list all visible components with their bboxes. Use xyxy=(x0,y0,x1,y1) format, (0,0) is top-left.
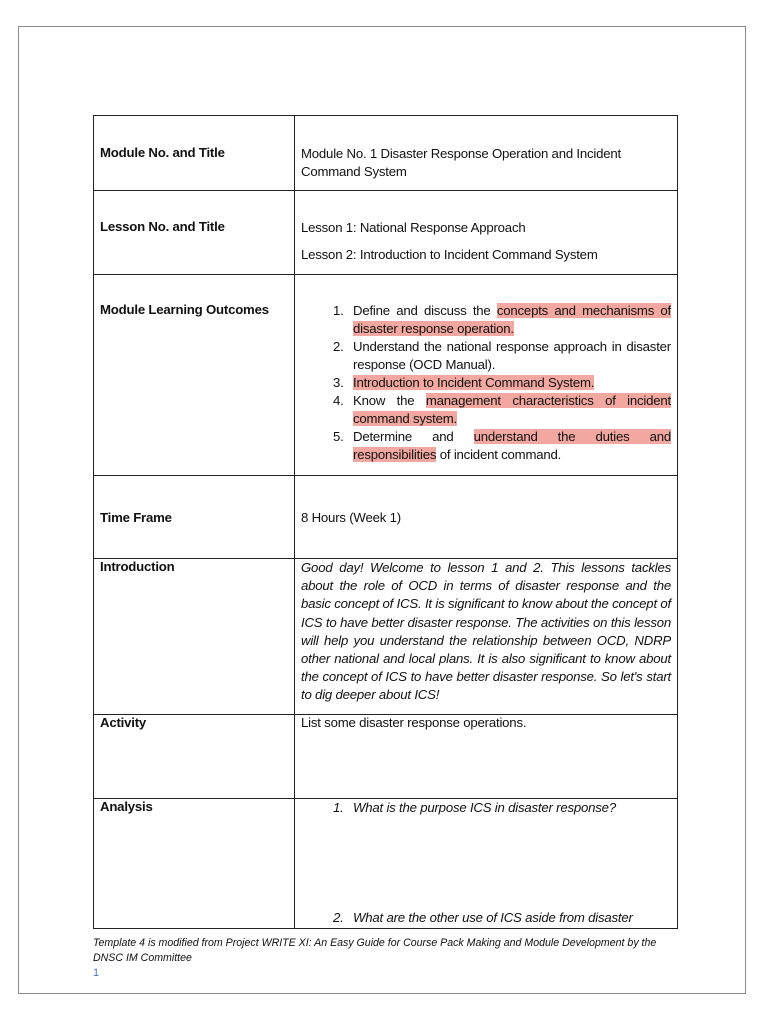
outcome-item xyxy=(347,338,671,374)
outcome-item xyxy=(347,374,671,392)
activity-label: Activity xyxy=(100,715,147,730)
lesson-line-1: Lesson 1: National Response Approach xyxy=(301,220,526,235)
analysis-label: Analysis xyxy=(100,799,153,814)
introduction-label: Introduction xyxy=(100,559,175,574)
outcome-highlight: Introduction to Incident Command System. xyxy=(353,375,595,390)
outcome-item xyxy=(347,428,671,464)
analysis-question: 2. What are the other use of ICS aside from disaster xyxy=(347,909,671,927)
lesson-label: Lesson No. and Title xyxy=(100,219,225,234)
outcomes-value-cell xyxy=(295,275,678,476)
row-module xyxy=(94,116,678,191)
module-table xyxy=(93,115,678,929)
row-outcomes xyxy=(94,275,678,476)
lesson-label-cell xyxy=(94,191,295,275)
outcome-highlight: concepts and mechanisms of disaster response operation. xyxy=(353,303,671,336)
outcome-text: Know the xyxy=(353,393,426,408)
row-analysis xyxy=(94,799,678,929)
module-value-cell xyxy=(295,116,678,191)
timeframe-label-cell xyxy=(94,476,295,559)
row-lesson xyxy=(94,191,678,275)
outcome-text: Understand the national response approach in disaster response (OCD Manual). xyxy=(353,339,671,372)
introduction-text: Good day! Welcome to lesson 1 and 2. This lessons tackles about the role of OCD in terms of disaster response and the basic concept of ICS. It is significant to know about the concept of ICS to have better disaster response. The activities on this lesson will help you understand the relationship between OCD, NDRP other national and local plans. It is also significant to know about the concept of ICS to have better disaster response. So let's start to dig deeper about ICS! xyxy=(301,560,671,703)
timeframe-value-cell xyxy=(295,476,678,559)
outcomes-list xyxy=(301,302,671,464)
row-timeframe xyxy=(94,476,678,559)
activity-label-cell xyxy=(94,715,295,799)
analysis-label-cell xyxy=(94,799,295,929)
outcomes-label: Module Learning Outcomes xyxy=(100,302,269,317)
outcome-text: of incident command. xyxy=(436,447,562,462)
outcomes-label-cell xyxy=(94,275,295,476)
introduction-value-cell xyxy=(295,559,678,715)
module-label: Module No. and Title xyxy=(100,145,225,160)
outcome-text: Determine and xyxy=(353,429,474,444)
activity-value: List some disaster response operations. xyxy=(301,715,527,730)
timeframe-value: 8 Hours (Week 1) xyxy=(301,509,401,525)
outcome-highlight: understand the duties and responsibilities xyxy=(353,429,671,462)
timeframe-label: Time Frame xyxy=(100,509,172,525)
outcome-item xyxy=(347,302,671,338)
outcome-highlight: management characteristics of incident command system. xyxy=(353,393,671,426)
outcome-text: Define and discuss the xyxy=(353,303,497,318)
outcome-item xyxy=(347,392,671,428)
row-activity xyxy=(94,715,678,799)
module-value: Module No. 1 Disaster Response Operation and Incident Command System xyxy=(301,146,622,179)
row-introduction xyxy=(94,559,678,715)
lesson-line-2: Lesson 2: Introduction to Incident Command System xyxy=(301,247,598,262)
introduction-label-cell xyxy=(94,559,295,715)
analysis-value-cell xyxy=(295,799,678,929)
lesson-value-cell xyxy=(295,191,678,275)
analysis-question: 1. What is the purpose ICS in disaster response? xyxy=(347,799,671,817)
module-label-cell xyxy=(94,116,295,191)
page-number: 1 xyxy=(93,967,100,979)
activity-value-cell xyxy=(295,715,678,799)
analysis-questions xyxy=(301,799,671,927)
footer-note: Template 4 is modified from Project WRITE XI: An Easy Guide for Course Pack Making and Module Development by the DNSC IM Committee xyxy=(93,937,657,964)
